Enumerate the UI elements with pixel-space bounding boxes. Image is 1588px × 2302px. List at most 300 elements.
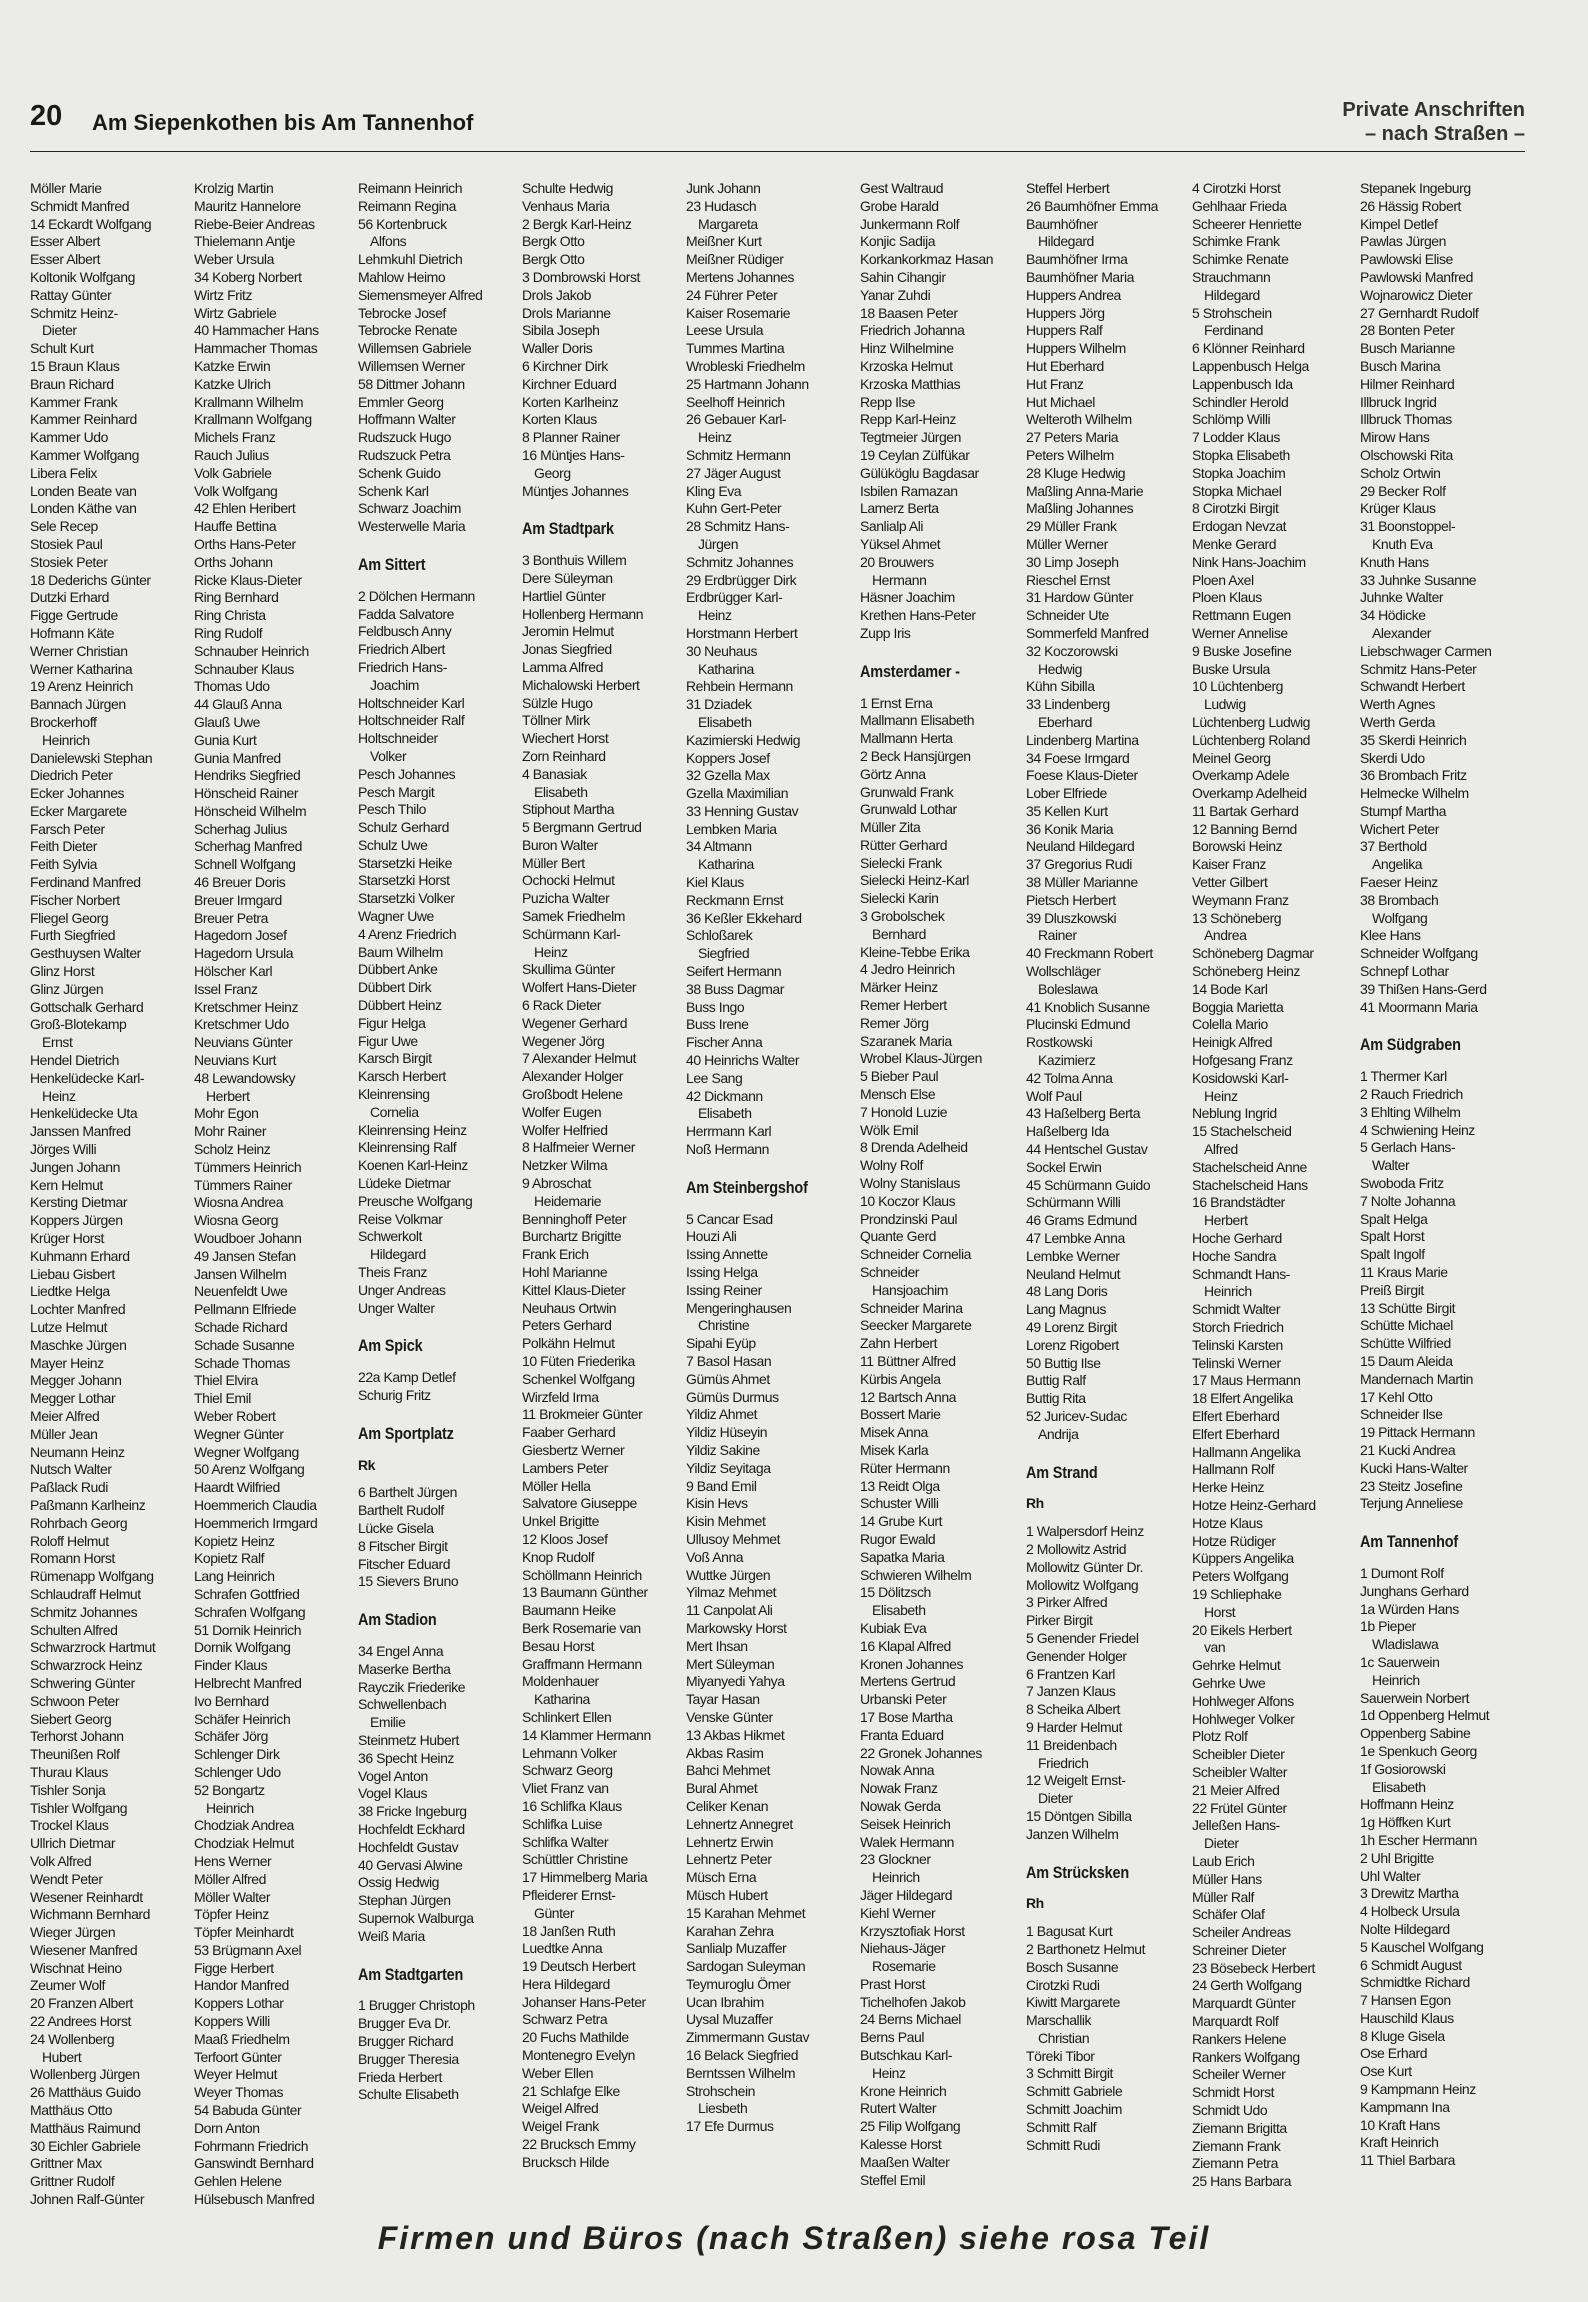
resident-entry: Lambers Peter [522, 1459, 608, 1476]
resident-entry: 14 Grube Kurt [860, 1513, 943, 1530]
resident-entry: Ploen Klaus [1192, 589, 1262, 606]
resident-entry: Hagedorn Josef [194, 927, 287, 944]
resident-entry: Horstmann Herbert [686, 624, 798, 641]
resident-entry: Matthäus Raimund [30, 2119, 141, 2136]
resident-entry: Möller Marie [30, 180, 102, 196]
resident-entry: 34 Engel Anna [358, 1642, 444, 1659]
entry-continuation: Heinz [1204, 1087, 1238, 1104]
resident-entry: Sanlialp Muzaffer [686, 1940, 787, 1957]
resident-entry: 22 Frütel Günter [1192, 1799, 1287, 1816]
resident-entry: Pesch Johannes [358, 765, 456, 782]
resident-entry: 1h Escher Hermann [1360, 1831, 1477, 1848]
resident-entry: 19 Deutsch Herbert [522, 1958, 636, 1975]
resident-entry: Yüksel Ahmet [860, 535, 941, 552]
page-number: 20 [30, 100, 63, 132]
resident-entry: 26 Gebauer Karl- [686, 411, 787, 428]
resident-entry: Hendriks Siegfried [194, 767, 301, 784]
resident-entry: 42 Ehlen Heribert [194, 500, 296, 517]
resident-entry: Kubiak Eva [860, 1619, 927, 1636]
resident-entry: Volk Alfred [30, 1852, 92, 1869]
district-code: Rk [358, 1456, 375, 1473]
resident-entry: Butschkau Karl- [860, 2047, 953, 2064]
resident-entry: 20 Franzen Albert [30, 1995, 133, 2012]
resident-entry: Hoffmann Heinz [1360, 1796, 1454, 1813]
resident-entry: Spalt Ingolf [1360, 1246, 1425, 1263]
resident-entry: Furth Siegfried [30, 927, 116, 944]
resident-entry: Hochfeldt Eckhard [358, 1820, 465, 1837]
resident-entry: Hoemmerich Irmgard [194, 1514, 318, 1531]
resident-entry: Preusche Wolfgang [358, 1192, 473, 1209]
resident-entry: Gehrke Uwe [1192, 1674, 1266, 1691]
resident-entry: Schneider [860, 1264, 919, 1281]
resident-entry: Weiß Maria [358, 1927, 425, 1944]
resident-entry: Faeser Heinz [1360, 874, 1438, 891]
resident-entry: Schuster Willi [860, 1495, 939, 1512]
resident-entry: Pawlowski Manfred [1360, 268, 1473, 285]
resident-entry: Nowak Franz [860, 1780, 938, 1797]
resident-entry: Wichert Peter [1360, 820, 1439, 837]
resident-entry: Reimann Regina [358, 197, 456, 214]
section-heading-line1: Private Anschriften [1342, 99, 1525, 121]
resident-entry: 5 Bergmann Gertrud [522, 819, 642, 836]
resident-entry: Alexander Holger [522, 1068, 623, 1085]
resident-entry: Sapatka Maria [860, 1548, 945, 1565]
resident-entry: Wegener Jörg [522, 1032, 605, 1049]
resident-entry: 19 Pittack Hermann [1360, 1424, 1475, 1441]
resident-entry: Gümüs Ahmet [686, 1370, 770, 1387]
resident-entry: Hoche Sandra [1192, 1247, 1277, 1264]
resident-entry: Schwoon Peter [30, 1692, 120, 1709]
resident-entry: Hartliel Günter [522, 587, 606, 604]
resident-entry: Müller Ralf [1192, 1888, 1254, 1905]
entry-continuation: Rainer [1038, 927, 1077, 944]
resident-entry: Bosch Susanne [1026, 1958, 1119, 1975]
resident-entry: Samek Friedhelm [522, 908, 625, 925]
resident-entry: Libera Felix [30, 464, 97, 481]
resident-entry: Sahin Cihangir [860, 268, 946, 285]
resident-entry: Schwarzrock Heinz [30, 1657, 143, 1674]
resident-entry: Dübbert Dirk [358, 979, 432, 996]
resident-entry: Dübbert Anke [358, 961, 438, 978]
resident-entry: Schmitz Johannes [686, 553, 794, 570]
resident-entry: Wrobleski Friedhelm [686, 357, 805, 374]
entry-continuation: Emilie [370, 1714, 406, 1731]
resident-entry: Glauß Uwe [194, 713, 260, 730]
resident-entry: Henkelüdecke Karl- [30, 1069, 145, 1086]
resident-entry: Colella Mario [1192, 1016, 1268, 1033]
resident-entry: 28 Bonten Peter [1360, 322, 1455, 339]
resident-entry: Mallmann Elisabeth [860, 712, 975, 729]
resident-entry: Trockel Klaus [30, 1817, 109, 1834]
resident-entry: 15 Sievers Bruno [358, 1573, 459, 1590]
resident-entry: Meißner Rüdiger [686, 251, 784, 268]
resident-entry: Feith Sylvia [30, 856, 97, 873]
resident-entry: 17 Kehl Otto [1360, 1388, 1433, 1405]
resident-entry: Ossig Hedwig [358, 1874, 439, 1891]
resident-entry: 8 Fitscher Birgit [358, 1537, 448, 1554]
resident-entry: Scholz Ortwin [1360, 464, 1441, 481]
resident-entry: Figge Herbert [194, 1959, 274, 1976]
resident-entry: Walek Hermann [860, 1833, 954, 1850]
resident-entry: 37 Gregorius Rudi [1026, 856, 1132, 873]
resident-entry: Hofgesang Franz [1192, 1052, 1293, 1069]
resident-entry: 25 Filip Wolfgang [860, 2118, 961, 2135]
resident-entry: Huppers Wilhelm [1026, 340, 1126, 357]
resident-entry: Dutzki Erhard [30, 589, 109, 606]
entry-continuation: Ferdinand [1204, 322, 1263, 339]
resident-entry: Steffel Emil [860, 2171, 926, 2188]
resident-entry: Grunwald Lothar [860, 801, 957, 818]
resident-entry: 34 Koberg Norbert [194, 268, 302, 285]
resident-entry: Hochfeldt Gustav [358, 1838, 459, 1855]
resident-entry: 1g Höffken Kurt [1360, 1814, 1451, 1831]
resident-entry: 38 Fricke Ingeburg [358, 1803, 467, 1820]
resident-entry: Starsetzki Horst [358, 872, 450, 889]
resident-entry: Rüter Hermann [860, 1459, 950, 1476]
resident-entry: Seecker Margarete [860, 1317, 972, 1334]
resident-entry: Schäfer Olaf [1192, 1906, 1265, 1923]
resident-entry: Repp Ilse [860, 393, 916, 410]
resident-entry: 16 Schlifka Klaus [522, 1797, 622, 1814]
resident-entry: Schmidtke Richard [1360, 1974, 1470, 1991]
resident-entry: Koppers Jürgen [30, 1212, 123, 1229]
resident-entry: Schmitt Gabriele [1026, 2083, 1123, 2100]
resident-entry: Spalt Horst [1360, 1228, 1425, 1245]
resident-entry: Holtschneider Ralf [358, 712, 465, 729]
resident-entry: Ochocki Helmut [522, 872, 615, 889]
resident-entry: Lüchtenberg Ludwig [1192, 713, 1310, 730]
resident-entry: Tishler Sonja [30, 1781, 106, 1798]
resident-entry: Mandernach Martin [1360, 1370, 1473, 1387]
resident-entry: 51 Dornik Heinrich [194, 1621, 302, 1638]
resident-entry: Berk Rosemarie van [522, 1619, 641, 1636]
resident-entry: Tebrocke Renate [358, 322, 458, 339]
resident-entry: 17 Himmelberg Maria [522, 1869, 648, 1886]
resident-entry: 26 Matthäus Guido [30, 2084, 141, 2101]
resident-entry: Terfoort Günter [194, 2048, 282, 2065]
resident-entry: 1 Bagusat Kurt [1026, 1923, 1113, 1940]
resident-entry: 2 Rauch Friedrich [1360, 1086, 1463, 1103]
resident-entry: Kleine-Tebbe Erika [860, 943, 970, 960]
resident-entry: Esser Albert [30, 233, 101, 250]
resident-entry: Kretschmer Heinz [194, 998, 299, 1015]
resident-entry: Scherhag Manfred [194, 838, 302, 855]
resident-entry: Figur Uwe [358, 1032, 418, 1049]
resident-entry: 23 Glockner [860, 1851, 931, 1868]
resident-entry: 4 Schwiening Heinz [1360, 1121, 1475, 1138]
entry-continuation: Horst [1204, 1603, 1236, 1620]
resident-entry: 1 Ernst Erna [860, 694, 933, 711]
resident-entry: 2 Beck Hansjürgen [860, 747, 971, 764]
resident-entry: Möller Hella [522, 1477, 591, 1494]
street-heading: Am Strücksken [1026, 1862, 1130, 1882]
directory-column-2 [194, 180, 344, 2209]
resident-entry: 37 Berthold [1360, 838, 1427, 855]
resident-entry: Liebau Gisbert [30, 1265, 115, 1282]
resident-entry: Wischnat Heino [30, 1959, 122, 1976]
resident-entry: Westerwelle Maria [358, 518, 466, 535]
resident-entry: Skullima Günter [522, 961, 615, 978]
resident-entry: Müsch Hubert [686, 1886, 768, 1903]
resident-entry: Gunia Manfred [194, 749, 281, 766]
resident-entry: 31 Hardow Günter [1026, 589, 1134, 606]
resident-entry: Riebe-Beier Andreas [194, 215, 315, 232]
resident-entry: Yanar Zuhdi [860, 286, 931, 303]
resident-entry: 19 Schliephake [1192, 1585, 1282, 1602]
resident-entry: 5 Gerlach Hans- [1360, 1139, 1456, 1156]
resident-entry: Lehnertz Peter [686, 1851, 772, 1868]
resident-entry: Müller Zita [860, 819, 921, 836]
resident-entry: 11 Büttner Alfred [860, 1353, 956, 1369]
resident-entry: Liedtke Helga [30, 1283, 110, 1300]
resident-entry: Laub Erich [1192, 1852, 1255, 1869]
resident-entry: Wolfert Hans-Dieter [522, 979, 637, 996]
resident-entry: Wieger Jürgen [30, 1924, 116, 1941]
resident-entry: Schmitz Heinz- [30, 304, 118, 321]
resident-entry: Schmidt Walter [1192, 1301, 1281, 1318]
resident-entry: Hallmann Rolf [1192, 1461, 1275, 1478]
resident-entry: 11 Brokmeier Günter [522, 1406, 643, 1423]
resident-entry: Jansen Wilhelm [194, 1265, 287, 1282]
resident-entry: 7 Honold Luzie [860, 1103, 948, 1120]
resident-entry: Hönscheid Rainer [194, 785, 299, 802]
resident-entry: Großbodt Helene [522, 1086, 623, 1103]
resident-entry: Noß Hermann [686, 1141, 769, 1158]
street-heading: Am Steinbergshof [686, 1177, 808, 1197]
resident-entry: 4 Holbeck Ursula [1360, 1903, 1460, 1920]
resident-entry: Sülzle Hugo [522, 694, 593, 711]
resident-entry: Junkermann Rolf [860, 215, 960, 232]
resident-entry: Hollenberg Hermann [522, 605, 644, 622]
resident-entry: 7 Basol Hasan [686, 1353, 772, 1369]
resident-entry: Yilmaz Mehmet [686, 1584, 777, 1601]
resident-entry: 10 Koczor Klaus [860, 1192, 956, 1209]
resident-entry: Lappenbusch Ida [1192, 375, 1293, 392]
resident-entry: Schlaudraff Helmut [30, 1585, 141, 1602]
resident-entry: Drols Marianne [522, 304, 611, 321]
resident-entry: 8 Drenda Adelheid [860, 1139, 968, 1156]
resident-entry: Tümmers Rainer [194, 1176, 292, 1193]
resident-entry: Voß Anna [686, 1548, 744, 1565]
resident-entry: Woudboer Johann [194, 1230, 302, 1247]
resident-entry: Kammer Wolfgang [30, 446, 139, 463]
resident-entry: Schnauber Heinrich [194, 642, 309, 659]
entry-continuation: Christine [698, 1317, 750, 1334]
resident-entry: 16 Belack Siegfried [686, 2047, 799, 2064]
resident-entry: Nowak Anna [860, 1762, 935, 1779]
resident-entry: Rostkowski [1026, 1034, 1093, 1051]
entry-continuation: van [1204, 1639, 1226, 1656]
resident-entry: 24 Wollenberg [30, 2030, 115, 2047]
resident-entry: 18 Janßen Ruth [522, 1922, 616, 1939]
resident-entry: Bossert Marie [860, 1406, 941, 1423]
resident-entry: 3 Bonthuis Willem [522, 552, 627, 569]
resident-entry: Feith Dieter [30, 838, 97, 855]
resident-entry: Kammer Udo [30, 429, 108, 446]
resident-entry: Thielemann Antje [194, 233, 295, 250]
resident-entry: Unger Andreas [358, 1281, 446, 1298]
resident-entry: 28 Schmitz Hans- [686, 518, 790, 535]
resident-entry: 33 Lindenberg [1026, 696, 1110, 713]
entry-continuation: Elisabeth [698, 713, 752, 730]
resident-entry: Starsetzki Volker [358, 890, 455, 907]
resident-entry: Liebschwager Carmen [1360, 642, 1492, 659]
resident-entry: Uysal Muzaffer [686, 2011, 773, 2028]
directory-column-9 [1360, 180, 1510, 2170]
resident-entry: Hendel Dietrich [30, 1052, 119, 1069]
resident-entry: Mirow Hans [1360, 429, 1430, 446]
resident-entry: Buske Ursula [1192, 660, 1270, 677]
resident-entry: 1 Walpersdorf Heinz [1026, 1523, 1144, 1540]
resident-entry: Lembke Werner [1026, 1247, 1120, 1264]
resident-entry: Frieda Herbert [358, 2068, 442, 2085]
resident-entry: Schwandt Herbert [1360, 678, 1465, 695]
resident-entry: Kazimierski Hedwig [686, 731, 801, 748]
resident-entry: 21 Schlafge Elke [522, 2082, 620, 2099]
resident-entry: Koltonik Wolfgang [30, 268, 135, 285]
resident-entry: Schwering Günter [30, 1674, 135, 1691]
resident-entry: 42 Dickmann [686, 1087, 763, 1104]
resident-entry: Breuer Irmgard [194, 891, 282, 908]
resident-entry: Wuttke Jürgen [686, 1566, 771, 1583]
resident-entry: Unger Walter [358, 1299, 435, 1316]
resident-entry: Hilmer Reinhard [1360, 375, 1455, 392]
resident-entry: Faaber Gerhard [522, 1424, 616, 1441]
resident-entry: 7 Alexander Helmut [522, 1050, 637, 1067]
resident-entry: 35 Skerdi Heinrich [1360, 731, 1467, 748]
resident-entry: Maßling Johannes [1026, 500, 1134, 517]
resident-entry: Montenegro Evelyn [522, 2047, 635, 2064]
resident-entry: Kleinrensing [358, 1086, 430, 1103]
resident-entry: 41 Moormann Maria [1360, 998, 1478, 1015]
resident-entry: Schlinkert Ellen [522, 1708, 612, 1725]
resident-entry: Koenen Karl-Heinz [358, 1157, 468, 1174]
resident-entry: Londen Beate van [30, 482, 137, 499]
resident-entry: Weyer Helmut [194, 2066, 278, 2083]
resident-entry: Strohschein [686, 2082, 755, 2099]
resident-entry: 36 Keßler Ekkehard [686, 909, 802, 926]
resident-entry: Boggia Marietta [1192, 998, 1284, 1015]
resident-entry: Friedrich Albert [358, 641, 445, 658]
resident-entry: Niehaus-Jäger [860, 1940, 946, 1957]
resident-entry: 58 Dittmer Johann [358, 375, 465, 392]
resident-entry: Katzke Erwin [194, 357, 271, 374]
resident-entry: Fitscher Eduard [358, 1555, 451, 1572]
resident-entry: Schneider Wolfgang [1360, 945, 1478, 962]
resident-entry: Overkamp Adelheid [1192, 785, 1307, 802]
resident-entry: Schindler Herold [1192, 393, 1289, 410]
resident-entry: 27 Gernhardt Rudolf [1360, 304, 1479, 321]
resident-entry: Yildiz Seyitaga [686, 1459, 771, 1476]
resident-entry: Karsch Birgit [358, 1050, 432, 1067]
resident-entry: Issing Helga [686, 1264, 758, 1281]
entry-continuation: Katharina [698, 660, 754, 677]
resident-entry: Möller Walter [194, 1888, 271, 1905]
resident-entry: 7 Nolte Johanna [1360, 1192, 1456, 1209]
resident-entry: Hens Werner [194, 1852, 272, 1869]
resident-entry: 32 Koczorowski [1026, 642, 1118, 659]
resident-entry: Stepanek Ingeburg [1360, 180, 1471, 196]
resident-entry: Weber Robert [194, 1407, 276, 1424]
resident-entry: Busch Marina [1360, 357, 1441, 374]
resident-entry: Mengeringhausen [686, 1299, 792, 1316]
resident-entry: Stachelscheid Hans [1192, 1176, 1308, 1193]
resident-entry: 6 Schmidt August [1360, 1956, 1462, 1973]
entry-continuation: Angelika [1372, 856, 1423, 873]
resident-entry: 6 Klönner Reinhard [1192, 340, 1305, 357]
entry-continuation: Heidemarie [534, 1192, 602, 1209]
resident-entry: 19 Ceylan Zülfükar [860, 446, 970, 463]
resident-entry: Tichelhofen Jakob [860, 1993, 966, 2010]
street-heading: Am Südgraben [1360, 1035, 1461, 1055]
footer-note: Firmen und Büros (nach Straßen) siehe rosa Teil [377, 2220, 1211, 2256]
resident-entry: Pawlowski Elise [1360, 251, 1453, 268]
resident-entry: Schneider Ute [1026, 607, 1109, 624]
resident-entry: Cirotzki Rudi [1026, 1976, 1100, 1993]
resident-entry: Pesch Thilo [358, 801, 426, 818]
resident-entry: Schneider Marina [860, 1299, 963, 1316]
resident-entry: 3 Ehlting Wilhelm [1360, 1103, 1461, 1120]
resident-entry: Schulten Alfred [30, 1621, 118, 1638]
resident-entry: 12 Bartsch Anna [860, 1388, 956, 1405]
resident-entry: Jonas Siegfried [522, 641, 612, 658]
resident-entry: 15 Dölitzsch [860, 1584, 931, 1601]
resident-entry: Hohlweger Alfons [1192, 1692, 1294, 1709]
resident-entry: Neuhaus Ortwin [522, 1299, 617, 1316]
resident-entry: Thiel Elvira [194, 1372, 258, 1389]
resident-entry: Glinz Horst [30, 963, 95, 980]
resident-entry: 20 Brouwers [860, 553, 934, 570]
resident-entry: Lindenberg Martina [1026, 731, 1139, 748]
directory-column-3 [358, 180, 508, 2104]
resident-entry: Töllner Mirk [522, 712, 590, 729]
resident-entry: Leese Ursula [686, 322, 764, 339]
resident-entry: Marschallik [1026, 2012, 1092, 2029]
resident-entry: Wölk Emil [860, 1121, 919, 1138]
resident-entry: Berntssen Wilhelm [686, 2064, 796, 2081]
resident-entry: Gülüköglu Bagdasar [860, 464, 979, 481]
resident-entry: 47 Lembke Anna [1026, 1230, 1125, 1247]
entry-continuation: Liesbeth [698, 2100, 748, 2117]
resident-entry: Müller Bert [522, 854, 585, 871]
resident-entry: Koppers Josef [686, 749, 770, 766]
resident-entry: Müller Hans [1192, 1870, 1262, 1887]
resident-entry: Sibila Joseph [522, 322, 600, 339]
directory-columns [30, 180, 1540, 2220]
resident-entry: Sardogan Suleyman [686, 1958, 806, 1975]
resident-entry: Polkähn Helmut [522, 1335, 615, 1352]
resident-entry: Krüger Klaus [1360, 500, 1436, 517]
resident-entry: Schäfer Jörg [194, 1728, 268, 1745]
resident-entry: Rauch Julius [194, 446, 269, 463]
resident-entry: Weigel Alfred [522, 2100, 599, 2117]
resident-entry: 56 Kortenbruck [358, 215, 447, 232]
resident-entry: 18 Dederichs Günter [30, 571, 151, 588]
resident-entry: Schlenger Udo [194, 1763, 281, 1780]
resident-entry: Konjic Sadija [860, 233, 936, 250]
resident-entry: Seisek Heinrich [860, 1815, 951, 1832]
resident-entry: Pesch Margit [358, 783, 435, 800]
resident-entry: 3 Grobolschek [860, 908, 945, 925]
resident-entry: Lutze Helmut [30, 1319, 108, 1335]
resident-entry: 31 Boonstoppel- [1360, 518, 1456, 535]
resident-entry: Hotze Heinz-Gerhard [1192, 1496, 1316, 1513]
resident-entry: Sielecki Heinz-Karl [860, 872, 969, 889]
resident-entry: Schmitt Rudi [1026, 2136, 1100, 2153]
resident-entry: Willemsen Werner [358, 357, 465, 374]
resident-entry: Schmidt Manfred [30, 197, 130, 214]
entry-continuation: Wolfgang [1372, 909, 1428, 926]
